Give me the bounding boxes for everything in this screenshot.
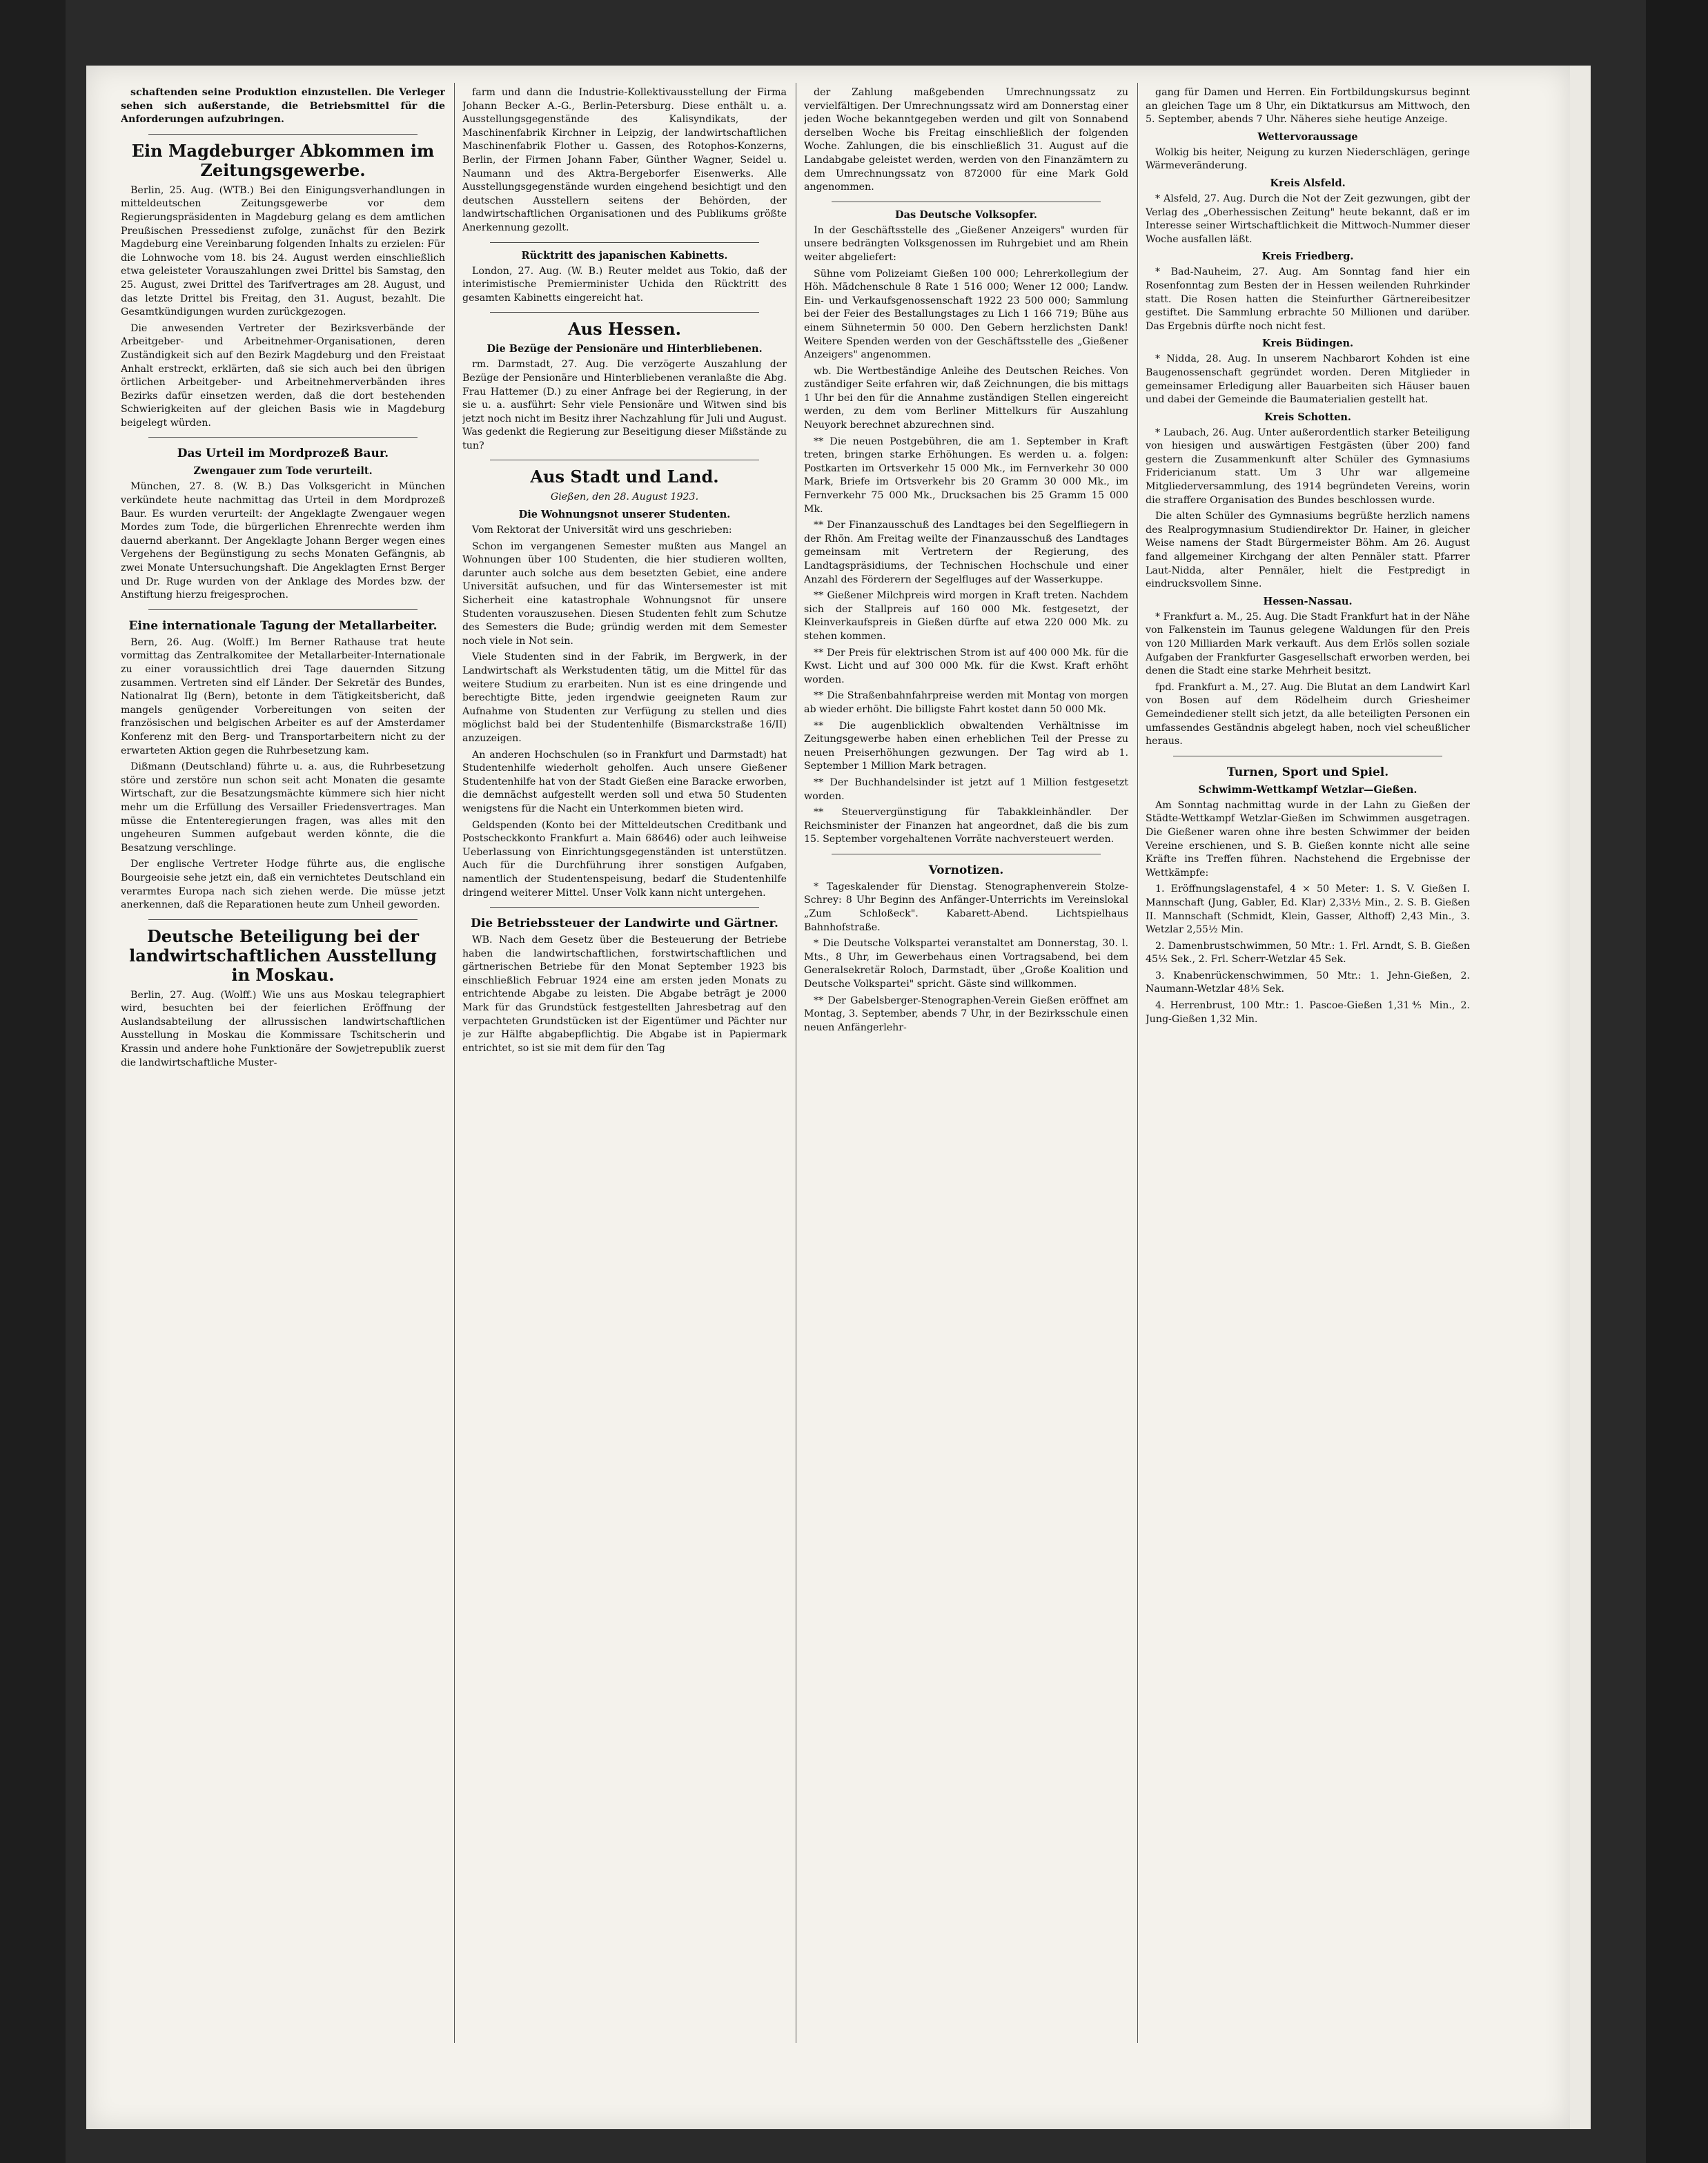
result-line: 1. Eröffnungslagenstafel, 4 × 50 Meter: 1. S. V. Gießen I. Mannschaft (Jung, Gabler, Ed. Klar) 2,33½ Min., 2. S. B. Gießen II. Mannschaft (Schmidt, Klein, Gasser, Althoff) 2,43 Min., 3. Wetzlar 2,55½ Min. — [1146, 883, 1470, 936]
column-rule — [454, 83, 455, 2043]
result-line: 3. Knabenrückenschwimmen, 50 Mtr.: 1. Jehn-Gießen, 2. Naumann-Wetzlar 48⅕ Sek. — [1146, 970, 1470, 995]
article-paragraph: ** Der Preis für elektrischen Strom ist auf 400 000 Mk. für die Kwst. Licht und auf 300 000 Mk. für die Kwst. Kraft erhöht worden. — [804, 647, 1128, 685]
article-paragraph: Am Sonntag nachmittag wurde in der Lahn zu Gießen der Städte-Wettkampf Wetzlar-Gießen im Schwimmen ausgetragen. Die Gießener waren ohne ihre besten Schwimmer der beiden Vereine erschienen, und S. B. Gießen konnte nicht alle seine Kräfte ins Treffen führen. Nachstehend die Ergebnisse der Wettkämpfe: — [1146, 799, 1470, 879]
article-paragraph: ** Die Straßenbahnfahrpreise werden mit Montag von morgen ab wieder erhöht. Die billigste Fahrt kostet dann 50 000 Mk. — [804, 690, 1128, 715]
headline-kreis-buedingen: Kreis Büdingen. — [1262, 337, 1354, 350]
article-paragraph: ** Der Finanzausschuß des Landtages bei den Segelfliegern in der Rhön. Am Freitag weilte der Finanzausschuß des Landtages gemeinsam mit Vertretern der Regierung, des Landtagspräsidiums, der Technischen Hochschule und einer Anzahl des Förderern der Segelfluges auf der Wasserkuppe. — [804, 520, 1128, 585]
column-2 — [462, 86, 787, 2039]
article-divider — [148, 919, 418, 920]
article-paragraph: * Die Deutsche Volkspartei veranstaltet am Donnerstag, 30. l. Mts., 8 Uhr, im Gewerbehaus einen Vortragsabend, bei dem Generalsekretär Roloch, Darmstadt, über „Große Koalition und Deutsche Volkspartei" spricht. Gäste sind willkommen. — [804, 938, 1128, 990]
article-paragraph: Sühne vom Polizeiamt Gießen 100 000; Lehrerkollegium der Höh. Mädchenschule 8 Rate 1 516 000; Wener 12 000; Landw. Ein- und Verkaufsgenossenschaft 1922 23 500 000; Sammlung bei der Feier des Bestallungstages zu Lich 1 166 719; Bühe aus einem Sühnetermin 50 000. Den Gebern herzlichsten Dank! Weitere Spenden werden von der Geschäftsstelle des „Gießener Anzeigers" angenommen. — [804, 268, 1128, 361]
article-paragraph: * Alsfeld, 27. Aug. Durch die Not der Zeit gezwungen, gibt der Verlag des „Oberhessischen Zeitung" heute bekannt, daß er im Interesse seiner Wirtschaftlichkeit die Mittwoch-Nummer dieser Woche ausfallen läßt. — [1146, 193, 1470, 245]
article-paragraph: Geldspenden (Konto bei der Mitteldeutschen Creditbank und Postscheckkonto Frankfurt a. Main 68646) oder auch leihweise Ueberlassung von Einrichtungsgegenständen ist unterstützen. Auch für die Durchführung ihrer sonstigen Aufgaben, namentlich der Studentenspeisung, bedarf die Studentenhilfe dringend weiterer Mittel. Unser Volk kann nicht untergehen. — [462, 819, 787, 899]
headline-kreis-schotten: Kreis Schotten. — [1264, 411, 1351, 423]
subheadline: Die Bezüge der Pensionäre und Hinterbliebenen. — [487, 343, 763, 355]
article-divider — [148, 437, 418, 438]
article-paragraph: Dißmann (Deutschland) führte u. a. aus, die Ruhrbesetzung störe und zerstöre nun schon seit acht Monaten die gesamte Wirtschaft, zur die Besatzungsmächte kümmere sich hier nicht mehr um die Erfüllung des Versailler Friedensvertrages. Man müsse die Ententeregierungen fragen, was alles mit den ungeheuren Summen aufgebaut werden könnte, die die Besatzung verschlinge. — [121, 761, 445, 854]
result-line: 2. Damenbrustschwimmen, 50 Mtr.: 1. Frl. Arndt, S. B. Gießen 45⅕ Sek., 2. Frl. Scherr-Wetzlar 45 Sek. — [1146, 940, 1470, 966]
article-continuation: der Zahlung maßgebenden Umrechnungssatz zu vervielfältigen. Der Umrechnungssatz wird am Donnerstag einer jeden Woche bekanntgegeben werden und gilt von Sonnabend derselben Woche bis Freitag einschließlich der folgenden Woche. Zahlungen, die bis einschließlich 31. August auf die Landabgabe geleistet werden, werden von den Finanzämtern zu dem Umrechnungssatz von 872000 für eine Mark Gold angenommen. — [804, 87, 1128, 193]
article-divider — [490, 242, 759, 243]
article-paragraph: London, 27. Aug. (W. B.) Reuter meldet aus Tokio, daß der interimistische Premierminister Uchida den Rücktritt des gesamten Kabinetts eingereicht hat. — [462, 265, 787, 304]
article-paragraph: * Nidda, 28. Aug. In unserem Nachbarort Kohden ist eine Baugenossenschaft gegründet worden. Deren Mitglieder in gemeinsamer Erledigung aller Bauarbeiten sich Häuser bauen und dabei der Gemeinde die Baumaterialien gestellt hat. — [1146, 353, 1470, 406]
article-paragraph: ** Steuervergünstigung für Tabakkleinhändler. Der Reichsminister der Finanzen hat angeordnet, daß die bis zum 15. September vorgehaltenen Vorräte nachversteuert werden. — [804, 807, 1128, 845]
article-paragraph: Vom Rektorat der Universität wird uns geschrieben: — [472, 525, 732, 536]
article-paragraph: In der Geschäftsstelle des „Gießener Anzeigers" wurden für unsere bedrängten Volksgenossen im Ruhrgebiet und am Rhein weiter abgeliefert: — [804, 224, 1128, 263]
article-paragraph: * Tageskalender für Dienstag. Stenographenverein Stolze-Schrey: 8 Uhr Beginn des Anfänger-Unterrichts im Vereinslokal „Zum Schloßeck". Kabarett-Abend. Lichtspielhaus Bahnhofstraße. — [804, 881, 1128, 933]
article-paragraph: WB. Nach dem Gesetz über die Besteuerung der Betriebe haben die landwirtschaftlichen, forstwirtschaftlichen und gärtnerischen Betriebe für den Monat September 1923 bis einschließlich Februar 1924 eine am ersten jeden Monats zu entrichtende Abgabe zu leisten. Die Abgabe beträgt je 2000 Mark für das Grundstück festgestellten Jahresbetrag auf den verpachteten Grundstücken ist der Eigentümer und Pächter nur je zur Hälfte abgabepflichtig. Die Abgabe ist in Papiermark entrichtet, so ist sie mit dem für den Tag — [462, 934, 787, 1054]
article-paragraph: * Frankfurt a. M., 25. Aug. Die Stadt Frankfurt hat in der Nähe von Falkenstein im Taunus gelegene Waldungen für den Preis von 120 Milliarden Mark verkauft. Aus dem Erlös sollen soziale Aufgaben der Frankfurter Gasgesellschaft erworben werden, bei denen die Stadt eine starke Mehrheit besitzt. — [1146, 611, 1470, 677]
column-rule — [1137, 83, 1138, 2043]
article-continuation: gang für Damen und Herren. Ein Fortbildungskursus beginnt an gleichen Tage um 8 Uhr, ein Diktatkursus am Mittwoch, den 5. September, abends 7 Uhr. Näheres siehe heutige Anzeige. — [1146, 87, 1470, 126]
result-line: 4. Herrenbrust, 100 Mtr.: 1. Pascoe-Gießen 1,31⅘ Min., 2. Jung-Gießen 1,32 Min. — [1146, 1000, 1470, 1025]
article-paragraph: ** Die augenblicklich obwaltenden Verhältnisse im Zeitungsgewerbe haben einen erheblichen Teil der Presse zu neuen Preiserhöhungen gezwungen. Der Tag wird ab 1. September 1 Million Mark betragen. — [804, 720, 1128, 772]
headline-metallarbeiter: Eine internationale Tagung der Metallarbeiter. — [128, 618, 438, 633]
article-paragraph: München, 27. 8. (W. B.) Das Volksgericht in München verkündete heute nachmittag das Urteil in dem Mordprozeß Baur. Es wurden verurteilt: der Angeklagte Zwengauer wegen Mordes zum Tode, die bürgerlichen Ehrenrechte werden ihm dauernd aberkannt. Der Angeklagte Johann Berger wegen eines Vergehens der Begünstigung zu sechs Monaten Gefängnis, ab zwei Monate Untersuchungshaft. Die Angeklagten Ernst Berger und Dr. Ruge wurden von der Anklage des Mordes bzw. der Anstiftung hierzu freigesprochen. — [121, 481, 445, 601]
article-paragraph: Berlin, 27. Aug. (Wolff.) Wie uns aus Moskau telegraphiert wird, besuchten bei der feierlichen Eröffnung der Auslandsabteilung der allrussischen landwirtschaftlichen Ausstellung in Moskau die Kommissare Tschitscherin und Krassin und andere hohe Funktionäre der Sowjetrepublik zuerst die landwirtschaftliche Muster- — [121, 989, 445, 1068]
column-1 — [121, 86, 445, 2039]
article-divider — [490, 312, 759, 313]
article-paragraph: Berlin, 25. Aug. (WTB.) Bei den Einigungsverhandlungen in mitteldeutschen Zeitungsgewerbe vor dem Regierungspräsidenten in Magdeburg gelang es dem amtlichen Preußischen Pressedienst zufolge, zunächst für den Bezirk Magdeburg eine Vereinbarung folgenden Inhalts zu erzielen: Für die Lohnwoche vom 18. bis 24. August werden einschließlich etwa geleisteter Vorauszahlungen zwei Drittel bis Samstag, den 25. August, zwei Drittel des Tarifvertrages am 28. August, und das letzte Drittel bis Freitag, den 31. August, bezahlt. Die Gesamtkündigungen wurden zurückgezogen. — [121, 184, 445, 318]
scanner-bed-left — [0, 0, 66, 2163]
article-divider — [490, 907, 759, 908]
article-continuation: schaftenden seine Produktion einzustellen. Die Verleger sehen sich außerstande, die Betriebsmittel für die Anforderungen aufzubringen. — [121, 87, 445, 126]
article-paragraph: Die anwesenden Vertreter der Bezirksverbände der Arbeitgeber- und Arbeitnehmer-Organisationen, deren Zuständigkeit sich auf den Bezirk Magdeburg und den Freistaat Anhalt erstreckt, erklärten, daß sie sich auch bei den übrigen örtlichen Arbeitgeber- und Arbeitnehmerverbänden ihres Bezirks dafür einsetzen werden, daß die dort bestehenden Schwierigkeiten auf der gleichen Basis wie in Magdeburg beigelegt würden. — [121, 322, 445, 429]
headline-kreis-alsfeld: Kreis Alsfeld. — [1270, 177, 1346, 189]
column-4 — [1146, 86, 1470, 2039]
headline-hessen-nassau: Hessen-Nassau. — [1263, 595, 1353, 607]
article-paragraph: Wolkig bis heiter, Neigung zu kurzen Niederschlägen, geringe Wärmeveränderung. — [1146, 146, 1470, 172]
article-paragraph: Viele Studenten sind in der Fabrik, im Bergwerk, in der Landwirtschaft als Werkstudenten tätig, um die Mittel für das weitere Studium zu erarbeiten. Nun ist es eine dringende und berechtigte Bitte, jeden irgendwie geeigneten Raum zur Aufnahme von Studenten zur Verfügung zu stellen und dies möglichst bald bei der Studentenhilfe (Bismarckstraße 16/II) anzuzeigen. — [462, 652, 787, 744]
headline-wettervoraussage: Wettervoraussage — [1257, 130, 1358, 143]
article-continuation: farm und dann die Industrie-Kollektivausstellung der Firma Johann Becker A.-G., Berlin-Petersburg. Diese enthält u. a. Ausstellungsgegenstände des Kalisyndikats, der Maschinenfabrik Kirchner in Leipzig, der landwirtschaftlichen Maschinenfabrik Flother u. Gassen, des Rotophos-Konzerns, Berlin, der Firmen Johann Faber, Günther Wagner, Seidel u. Naumann und des Aktra-Bergeborfer Eisenwerks. Alle Ausstellungsgegenstände wurden eingehend besichtigt und den deutschen Ausstellern seitens der Behörden, der landwirtschaftlichen Organisationen und des Publikums größte Anerkennung gezollt. — [462, 87, 787, 233]
article-paragraph: rm. Darmstadt, 27. Aug. Die verzögerte Auszahlung der Bezüge der Pensionäre und Hinterbliebenen veranlaßte die Abg. Frau Hattemer (D.) zu einer Anfrage bei der Regierung, in der sie u. a. ausführt: Sehr viele Pensionäre und Witwen sind bis jetzt noch nicht im Besitz ihrer Nachzahlung für Juli und August. Was gedenkt die Regierung zur Beseitigung dieser Mißstände zu tun? — [462, 359, 787, 451]
article-paragraph: ** Gießener Milchpreis wird morgen in Kraft treten. Nachdem sich der Stallpreis auf 160 000 Mk. festgesetzt, der Kleinverkaufspreis in Gießen dürfte auf etwa 220 000 Mk. zu stehen kommen. — [804, 590, 1128, 642]
headline-turnen-sport-spiel: Turnen, Sport und Spiel. — [1226, 765, 1389, 779]
headline-vornotizen: Vornotizen. — [928, 863, 1004, 877]
subheadline: Die Wohnungsnot unserer Studenten. — [518, 509, 731, 521]
article-paragraph: ** Der Gabelsberger-Stenographen-Verein Gießen eröffnet am Montag, 3. September, abends 7 Uhr, in der Bezirksschule einen neuen Anfängerlehr- — [804, 995, 1128, 1033]
headline-ausstellung-moskau: Deutsche Beteiligung bei der landwirtschaftlichen Ausstellung in Moskau. — [129, 926, 437, 985]
subheadline: Zwengauer zum Tode verurteilt. — [193, 465, 373, 478]
article-paragraph: Bern, 26. Aug. (Wolff.) Im Berner Rathause trat heute vormittag das Zentralkomitee der Metallarbeiter-Internationale zu einer voraussichtlich drei Tage dauernden Sitzung zusammen. Vertreten sind elf Länder. Der Sekretär des Bundes, Nationalrat Ilg (Bern), betonte in dem Tätigkeitsbericht, daß mangels genügender Vorbereitungen von seiten der französischen und belgischen Arbeiter es auf der Amsterdamer Konferenz mit den Berg- und Transportarbeitern nicht zu der erwarteten Aktion gegen die Ruhrbesetzung kam. — [121, 636, 445, 756]
article-divider — [148, 134, 418, 135]
scanner-bed-right — [1646, 0, 1708, 2163]
article-paragraph: ** Die neuen Postgebühren, die am 1. September in Kraft treten, bringen starke Erhöhungen. Es werden u. a. folgen: Postkarten im Ortsverkehr 15 000 Mk., im Fernverkehr 30 000 Mark, Briefe im Ortsverkehr bis 20 Gramm 30 000 Mk., im Fernverkehr 75 000 Mk., Drucksachen bis 25 Gramm 15 000 Mk. — [804, 435, 1128, 515]
article-paragraph: * Laubach, 26. Aug. Unter außerordentlich starker Beteiligung von hiesigen und auswärtigen Festgästen (über 200) fand gestern die Zusammenkunft alter Schüler des Gymnasiums Fridericianum statt. Um 3 Uhr war allgemeine Mitgliederversammlung, des 1914 begründeten Vereins, worin die straffere Organisation des Bundes beschlossen wurde. — [1146, 427, 1470, 506]
article-paragraph: Schon im vergangenen Semester mußten aus Mangel an Wohnungen über 100 Studenten, die hier studieren wollten, darunter auch solche aus dem besetzten Gebiet, eine andere Universität aufsuchen, und für das Wintersemester ist mit Sicherheit eine katastrophale Wohnungsnot für unsere Studenten vorauszusehen. Diesen Studenten fehlt zum Schutze des Semesters die Bude; gründig werden mit dem Semester noch viele in Not sein. — [462, 540, 787, 647]
article-paragraph: An anderen Hochschulen (so in Frankfurt und Darmstadt) hat Studentenhilfe wiederholt geholfen. Auch unsere Gießener Studentenhilfe hat von der Stadt Gießen eine Baracke erworben, die demnächst aufgestellt werden soll und etwa 50 Studenten wenigstens für die Nacht ein Unterkommen bieten wird. — [462, 749, 787, 814]
article-paragraph: Der englische Vertreter Hodge führte aus, die englische Bourgeoisie sehe jetzt ein, daß ein vernichtetes Deutschland ein verarmtes Europa nach sich ziehen werde. Die müsse jetzt anerkennen, daß die Reparationen heute zum Unheil geworden. — [121, 859, 445, 911]
subheadline: Schwimm-Wettkampf Wetzlar—Gießen. — [1198, 783, 1417, 796]
article-paragraph: * Bad-Nauheim, 27. Aug. Am Sonntag fand hier ein Rosenfonntag zum Besten der in Hessen weilenden Ruhrkinder statt. Die Rosen hatten die Steinfurther Gärtnereibesitzer gestiftet. Die Sammlung erbrachte 50 Millionen und darüber. Das Ergebnis dürfte noch nicht fest. — [1146, 266, 1470, 332]
article-paragraph: ** Der Buchhandelsinder ist jetzt auf 1 Million festgesetzt worden. — [804, 776, 1128, 802]
headline-volksopfer: Das Deutsche Volksopfer. — [895, 208, 1037, 221]
headline-japanisches-kabinett: Rücktritt des japanischen Kabinetts. — [521, 249, 728, 262]
article-paragraph: fpd. Frankfurt a. M., 27. Aug. Die Blutat an dem Landwirt Karl von Bosen auf dem Rödelheim durch Griesheimer Gemeindediener stellt sich jetzt, da alle beteiligten Personen ein umfassendes Geständnis abgelegt haben, noch viel scheußlicher heraus. — [1146, 681, 1470, 747]
headline-kreis-friedberg: Kreis Friedberg. — [1262, 251, 1354, 263]
section-heading-aus-hessen: Aus Hessen. — [568, 319, 681, 340]
column-3 — [804, 86, 1128, 2039]
article-divider — [148, 609, 418, 610]
article-paragraph: Die alten Schüler des Gymnasiums begrüßte herzlich namens des Realprogymnasium Studiendirektor Dr. Hainer, in gleicher Weise namens der Stadt Bürgermeister Böhm. Am 26. August fand allgemeiner Kirchgang der alten Pennäler statt. Pfarrer Laut-Nidda, alter Pennäler, hielt die Festpredigt in eindrucksvollem Sinne. — [1146, 511, 1470, 590]
headline-magdeburger-abkommen: Ein Magdeburger Abkommen im Zeitungsgewerbe. — [131, 140, 435, 180]
dateline: Gießen, den 28. August 1923. — [550, 491, 699, 503]
headline-mordprozess-baur: Das Urteil im Mordprozeß Baur. — [177, 447, 389, 461]
headline-betriebssteuer: Die Betriebssteuer der Landwirte und Gärtner. — [471, 917, 778, 931]
section-heading-stadt-und-land: Aus Stadt und Land. — [530, 467, 719, 487]
article-paragraph: wb. Die Wertbeständige Anleihe des Deutschen Reiches. Von zuständiger Seite erfahren wir, daß Zeichnungen, die bis mittags 1 Uhr bei den für die Annahme zuständigen Stellen eingereicht werden, zu dem vom Berliner Mittelkurs für Auszahlung Neuyork berechnet abzurechnen sind. — [804, 365, 1128, 431]
